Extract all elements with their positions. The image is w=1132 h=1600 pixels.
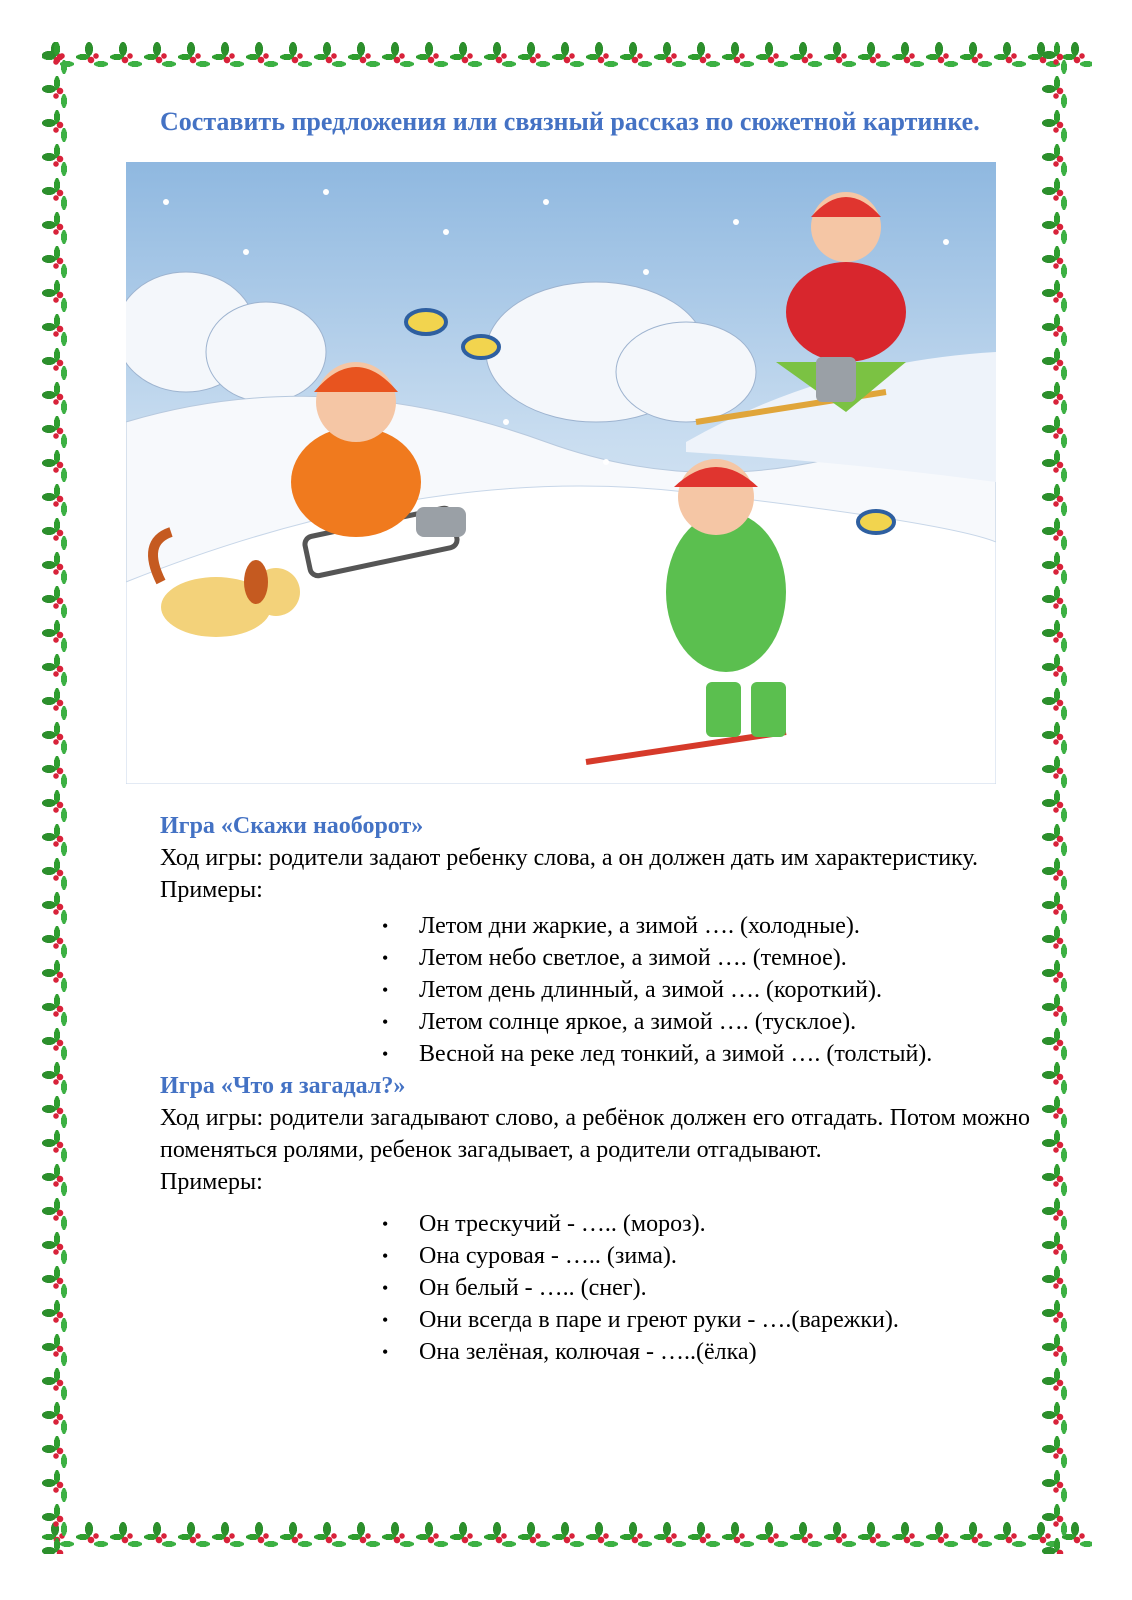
bullet-icon: • (382, 1012, 389, 1032)
game2-examples-list (160, 1208, 1030, 1368)
bullet-icon: • (382, 1044, 389, 1064)
list-item (382, 1208, 1030, 1240)
holly-border-left (40, 40, 74, 1554)
bullet-icon: • (382, 980, 389, 1000)
bullet-icon: • (382, 1278, 389, 1298)
game2-heading: Игра «Что я загадал?» (160, 1073, 406, 1099)
list-item (382, 1006, 1030, 1038)
list-item-text: Он белый - ….. (снег). (419, 1275, 647, 1301)
list-item (382, 1272, 1030, 1304)
list-item (382, 1240, 1030, 1272)
holly-border-top (40, 40, 1092, 74)
list-item (382, 1038, 1030, 1070)
game1-examples-label: Примеры: (160, 877, 263, 903)
list-item-text: Летом небо светлое, а зимой …. (темное). (419, 945, 847, 971)
holly-border-right (1040, 40, 1074, 1554)
page-content (160, 100, 1030, 1368)
list-item (382, 974, 1030, 1006)
list-item (382, 942, 1030, 974)
page-title: Составить предложения или связный рассказ по сюжетной картинке. (160, 107, 980, 136)
list-item-text: Летом день длинный, а зимой …. (короткий). (419, 977, 882, 1003)
bullet-icon: • (382, 1246, 389, 1266)
list-item (382, 1304, 1030, 1336)
bullet-icon: • (382, 1214, 389, 1234)
list-item-text: Она суровая - ….. (зима). (419, 1243, 677, 1269)
list-item (382, 910, 1030, 942)
list-item-text: Летом солнце яркое, а зимой …. (тусклое). (419, 1009, 857, 1035)
game2-description: Ход игры: родители загадывают слово, а ребёнок должен его отгадать. Потом можно поменяться ролями, ребенок загадывает, а родители отгадывают. (160, 1105, 1030, 1163)
list-item-text: Весной на реке лед тонкий, а зимой …. (толстый). (419, 1041, 933, 1067)
bullet-icon: • (382, 948, 389, 968)
game2-examples-label: Примеры: (160, 1169, 263, 1195)
list-item-text: Она зелёная, колючая - …..(ёлка) (419, 1339, 757, 1365)
winter-scene-illustration (126, 162, 996, 784)
list-item-text: Он трескучий - ….. (мороз). (419, 1211, 706, 1237)
game1-description: Ход игры: родители задают ребенку слова, а он должен дать им характеристику. (160, 845, 978, 871)
bullet-icon: • (382, 1342, 389, 1362)
list-item-text: Летом дни жаркие, а зимой …. (холодные). (419, 913, 860, 939)
list-item-text: Они всегда в паре и греют руки - ….(варежки). (419, 1307, 899, 1333)
game1-heading: Игра «Скажи наоборот» (160, 813, 424, 839)
list-item (382, 1336, 1030, 1368)
holly-border-bottom (40, 1520, 1092, 1554)
bullet-icon: • (382, 1310, 389, 1330)
bullet-icon: • (382, 916, 389, 936)
game1-examples-list (160, 910, 1030, 1070)
